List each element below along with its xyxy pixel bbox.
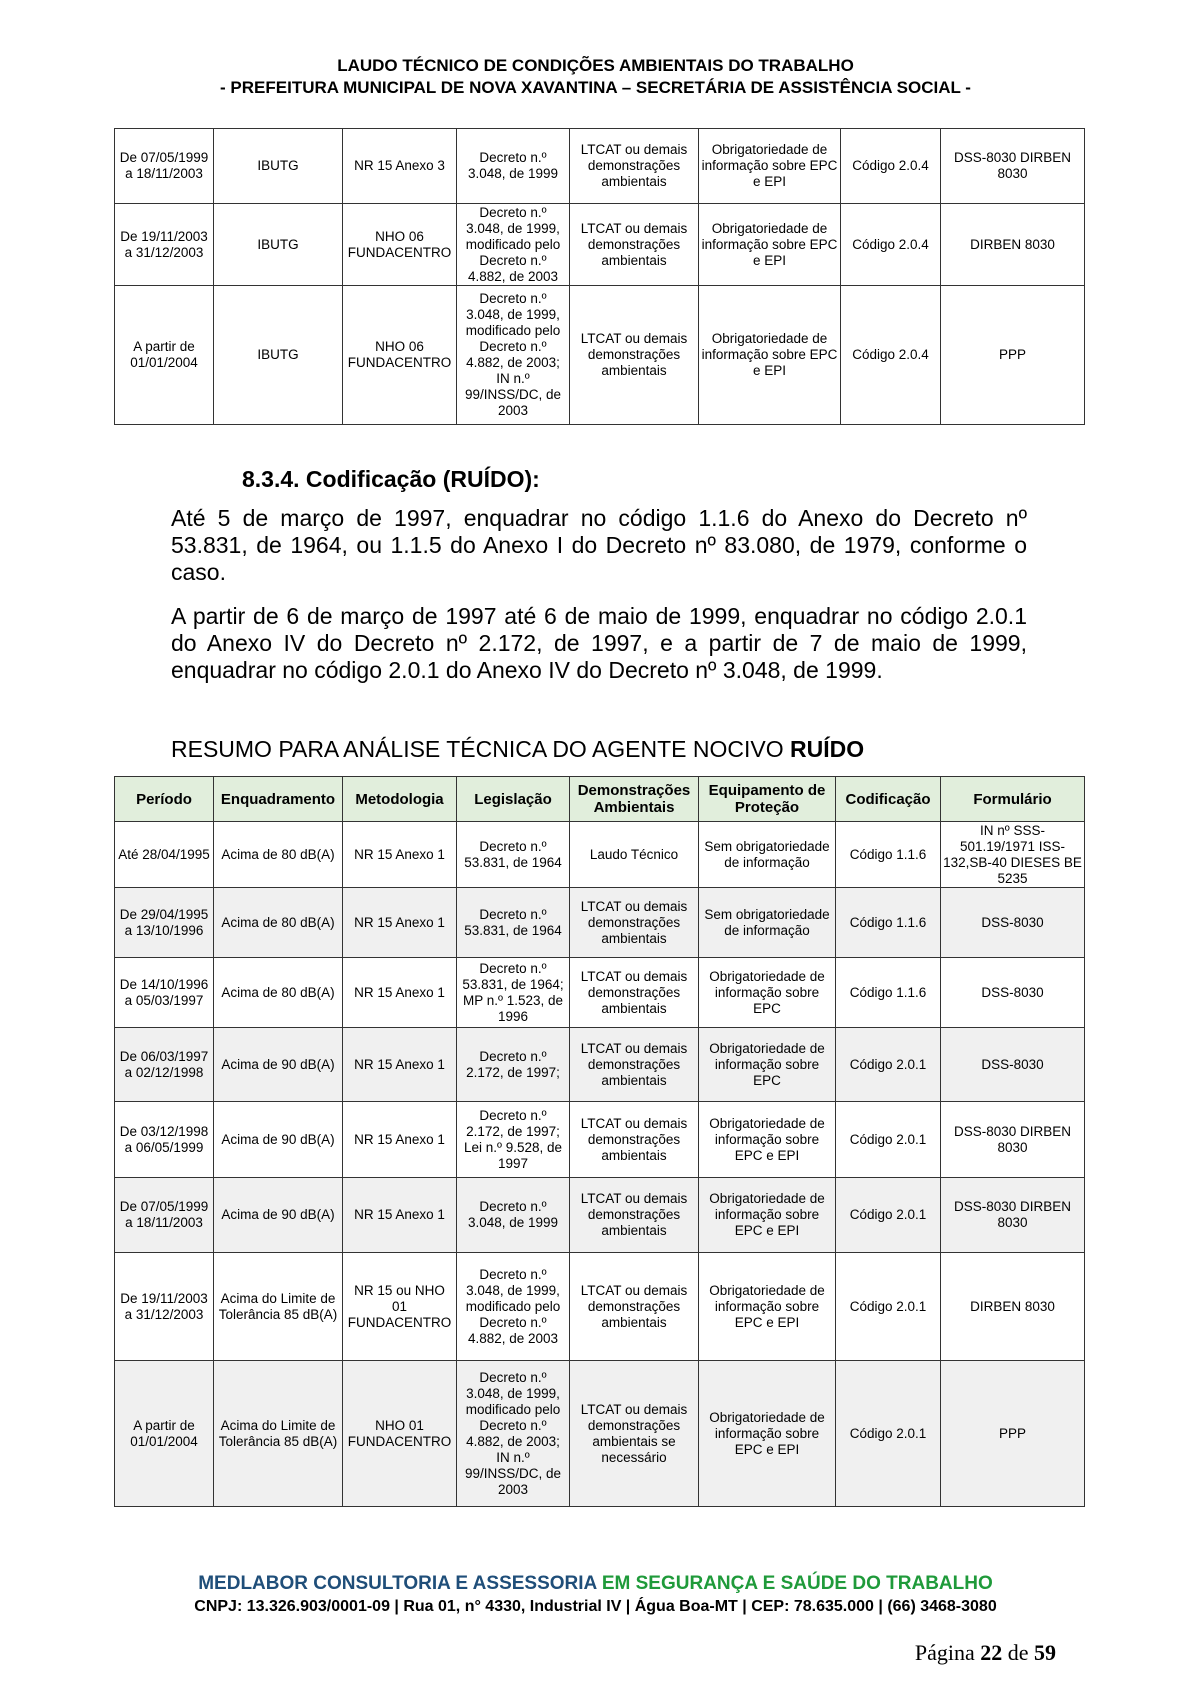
cell-metodologia: NR 15 Anexo 3 (343, 129, 457, 204)
table-row (115, 822, 1085, 888)
cell-legislacao: Decreto n.º 2.172, de 1997; Lei n.º 9.528, de 1997 (457, 1102, 570, 1178)
cell-periodo: De 19/11/2003 a 31/12/2003 (115, 1253, 214, 1361)
cell-equipamento: Obrigatoriedade de informação sobre EPC (699, 1028, 836, 1102)
cell-equipamento: Sem obrigatoriedade de informação (699, 822, 836, 888)
cell-demonstracoes: LTCAT ou demais demonstrações ambientais (570, 1102, 699, 1178)
table-header-row (115, 777, 1085, 822)
cell-codificacao: Código 2.0.1 (836, 1253, 941, 1361)
cell-equipamento: Obrigatoriedade de informação sobre EPC e EPI (699, 286, 841, 425)
section-paragraph-2: A partir de 6 de março de 1997 até 6 de maio de 1999, enquadrar no código 2.0.1 do Anexo IV do Decreto nº 2.172, de 1997, e a partir de 7 de maio de 1999, enquadrar no código 2.0.1 do Anexo IV do Decreto nº 3.048, de 1999. (171, 603, 1027, 683)
cell-periodo: De 29/04/1995 a 13/10/1996 (115, 888, 214, 958)
page-label: Página (914, 1640, 981, 1665)
cell-codificacao: Código 2.0.4 (841, 129, 941, 204)
cell-equipamento: Sem obrigatoriedade de informação (699, 888, 836, 958)
header-line-1: LAUDO TÉCNICO DE CONDIÇÕES AMBIENTAIS DO TRABALHO (337, 56, 854, 75)
header-enquadramento: Enquadramento (214, 777, 343, 822)
cell-formulario: PPP (941, 1361, 1085, 1507)
cell-equipamento: Obrigatoriedade de informação sobre EPC e EPI (699, 1102, 836, 1178)
cell-formulario: DSS-8030 (941, 888, 1085, 958)
cell-enquadramento: IBUTG (214, 286, 343, 425)
cell-metodologia: NR 15 Anexo 1 (343, 1102, 457, 1178)
cell-enquadramento: Acima de 80 dB(A) (214, 958, 343, 1028)
cell-metodologia: NHO 06 FUNDACENTRO (343, 204, 457, 286)
cell-codificacao: Código 2.0.1 (836, 1178, 941, 1253)
cell-metodologia: NR 15 Anexo 1 (343, 1178, 457, 1253)
cell-demonstracoes: LTCAT ou demais demonstrações ambientais se necessário (570, 1361, 699, 1507)
cell-demonstracoes: LTCAT ou demais demonstrações ambientais (570, 286, 699, 425)
cell-demonstracoes: LTCAT ou demais demonstrações ambientais (570, 1178, 699, 1253)
header-equipamento: Equipamento de Proteção (699, 777, 836, 822)
table-row (115, 1102, 1085, 1178)
cell-metodologia: NR 15 Anexo 1 (343, 958, 457, 1028)
footer-company-green: EM SEGURANÇA E SAÚDE DO TRABALHO (601, 1573, 993, 1594)
cell-enquadramento: IBUTG (214, 204, 343, 286)
cell-legislacao: Decreto n.º 3.048, de 1999 (457, 129, 570, 204)
cell-enquadramento: Acima do Limite de Tolerância 85 dB(A) (214, 1253, 343, 1361)
cell-formulario: DSS-8030 DIRBEN 8030 (941, 1178, 1085, 1253)
ruido-table (114, 776, 1085, 1507)
page-number (915, 1640, 1056, 1666)
cell-periodo: De 19/11/2003 a 31/12/2003 (115, 204, 214, 286)
cell-enquadramento: Acima de 80 dB(A) (214, 888, 343, 958)
cell-codificacao: Código 1.1.6 (836, 958, 941, 1028)
section-paragraph-1: Até 5 de março de 1997, enquadrar no código 1.1.6 do Anexo do Decreto nº 53.831, de 1964, ou 1.1.5 do Anexo I do Decreto nº 83.080, de 1979, conforme o caso. (171, 505, 1027, 585)
table-row (115, 1028, 1085, 1102)
header-codificacao: Codificação (836, 777, 941, 822)
cell-codificacao: Código 1.1.6 (836, 888, 941, 958)
cell-metodologia: NR 15 Anexo 1 (343, 888, 457, 958)
cell-periodo: De 07/05/1999 a 18/11/2003 (115, 129, 214, 204)
table-row (115, 286, 1085, 425)
cell-equipamento: Obrigatoriedade de informação sobre EPC e EPI (699, 204, 841, 286)
cell-enquadramento: Acima de 90 dB(A) (214, 1102, 343, 1178)
footer-address: CNPJ: 13.326.903/0001-09 | Rua 01, n° 4330, Industrial IV | Água Boa-MT | CEP: 78.635.000 | (66) 3468-3080 (194, 1598, 997, 1615)
cell-periodo: De 03/12/1998 a 06/05/1999 (115, 1102, 214, 1178)
cell-formulario: DSS-8030 (941, 958, 1085, 1028)
ibutg-table (114, 128, 1085, 425)
cell-formulario: DSS-8030 DIRBEN 8030 (941, 1102, 1085, 1178)
cell-enquadramento: Acima de 80 dB(A) (214, 822, 343, 888)
cell-codificacao: Código 2.0.1 (836, 1361, 941, 1507)
table-row (115, 1178, 1085, 1253)
header-formulario: Formulário (941, 777, 1085, 822)
header-legislacao: Legislação (457, 777, 570, 822)
cell-equipamento: Obrigatoriedade de informação sobre EPC e EPI (699, 1253, 836, 1361)
table-row (115, 958, 1085, 1028)
cell-periodo: A partir de 01/01/2004 (115, 286, 214, 425)
cell-formulario: DIRBEN 8030 (941, 204, 1085, 286)
cell-demonstracoes: LTCAT ou demais demonstrações ambientais (570, 129, 699, 204)
cell-metodologia: NR 15 Anexo 1 (343, 822, 457, 888)
footer-company (0, 1573, 1191, 1595)
cell-enquadramento: IBUTG (214, 129, 343, 204)
cell-demonstracoes: LTCAT ou demais demonstrações ambientais (570, 1028, 699, 1102)
cell-legislacao: Decreto n.º 3.048, de 1999, modificado pelo Decreto n.º 4.882, de 2003; IN n.º 99/INSS/DC, de 2003 (457, 286, 570, 425)
cell-demonstracoes: LTCAT ou demais demonstrações ambientais (570, 204, 699, 286)
cell-enquadramento: Acima de 90 dB(A) (214, 1028, 343, 1102)
cell-legislacao: Decreto n.º 3.048, de 1999, modificado pelo Decreto n.º 4.882, de 2003; IN n.º 99/INSS/DC, de 2003 (457, 1361, 570, 1507)
cell-codificacao: Código 2.0.1 (836, 1028, 941, 1102)
table-row (115, 204, 1085, 286)
cell-periodo: De 06/03/1997 a 02/12/1998 (115, 1028, 214, 1102)
cell-metodologia: NHO 06 FUNDACENTRO (343, 286, 457, 425)
page-of: de (1002, 1640, 1034, 1665)
cell-legislacao: Decreto n.º 3.048, de 1999, modificado pelo Decreto n.º 4.882, de 2003 (457, 1253, 570, 1361)
cell-legislacao: Decreto n.º 3.048, de 1999 (457, 1178, 570, 1253)
cell-equipamento: Obrigatoriedade de informação sobre EPC e EPI (699, 1361, 836, 1507)
cell-legislacao: Decreto n.º 53.831, de 1964 (457, 822, 570, 888)
header-line-2: - PREFEITURA MUNICIPAL DE NOVA XAVANTINA – SECRETÁRIA DE ASSISTÊNCIA SOCIAL - (220, 78, 971, 97)
cell-legislacao: Decreto n.º 3.048, de 1999, modificado pelo Decreto n.º 4.882, de 2003 (457, 204, 570, 286)
cell-metodologia: NHO 01 FUNDACENTRO (343, 1361, 457, 1507)
cell-formulario: IN nº SSS-501.19/1971 ISS-132,SB-40 DIESES BE 5235 (941, 822, 1085, 888)
cell-legislacao: Decreto n.º 53.831, de 1964 (457, 888, 570, 958)
cell-metodologia: NR 15 Anexo 1 (343, 1028, 457, 1102)
cell-periodo: De 07/05/1999 a 18/11/2003 (115, 1178, 214, 1253)
cell-codificacao: Código 2.0.4 (841, 286, 941, 425)
cell-equipamento: Obrigatoriedade de informação sobre EPC e EPI (699, 1178, 836, 1253)
cell-demonstracoes: LTCAT ou demais demonstrações ambientais (570, 888, 699, 958)
header-metodologia: Metodologia (343, 777, 457, 822)
resumo-agent: RUÍDO (790, 736, 865, 762)
header-demonstracoes: Demonstrações Ambientais (570, 777, 699, 822)
table-row (115, 1253, 1085, 1361)
cell-enquadramento: Acima de 90 dB(A) (214, 1178, 343, 1253)
document-header (0, 55, 1191, 99)
cell-codificacao: Código 1.1.6 (836, 822, 941, 888)
table-row (115, 1361, 1085, 1507)
cell-legislacao: Decreto n.º 53.831, de 1964; MP n.º 1.523, de 1996 (457, 958, 570, 1028)
footer-company-blue: MEDLABOR CONSULTORIA E ASSESSORIA (198, 1573, 602, 1594)
cell-formulario: PPP (941, 286, 1085, 425)
cell-periodo: De 14/10/1996 a 05/03/1997 (115, 958, 214, 1028)
header-periodo: Período (115, 777, 214, 822)
cell-periodo: Até 28/04/1995 (115, 822, 214, 888)
resumo-prefix: RESUMO PARA ANÁLISE TÉCNICA DO AGENTE NOCIVO (171, 736, 791, 762)
cell-equipamento: Obrigatoriedade de informação sobre EPC (699, 958, 836, 1028)
cell-legislacao: Decreto n.º 2.172, de 1997; (457, 1028, 570, 1102)
cell-codificacao: Código 2.0.1 (836, 1102, 941, 1178)
cell-formulario: DSS-8030 (941, 1028, 1085, 1102)
cell-metodologia: NR 15 ou NHO 01 FUNDACENTRO (343, 1253, 457, 1361)
table-row (115, 888, 1085, 958)
cell-demonstracoes: LTCAT ou demais demonstrações ambientais (570, 958, 699, 1028)
cell-demonstracoes: Laudo Técnico (570, 822, 699, 888)
cell-formulario: DSS-8030 DIRBEN 8030 (941, 129, 1085, 204)
resumo-title (171, 736, 864, 763)
table-row (115, 129, 1085, 204)
cell-demonstracoes: LTCAT ou demais demonstrações ambientais (570, 1253, 699, 1361)
cell-codificacao: Código 2.0.4 (841, 204, 941, 286)
cell-formulario: DIRBEN 8030 (941, 1253, 1085, 1361)
page-current: 22 (980, 1640, 1003, 1665)
cell-enquadramento: Acima do Limite de Tolerância 85 dB(A) (214, 1361, 343, 1507)
section-heading: 8.3.4. Codificação (RUÍDO): (242, 466, 540, 492)
cell-equipamento: Obrigatoriedade de informação sobre EPC e EPI (699, 129, 841, 204)
cell-periodo: A partir de 01/01/2004 (115, 1361, 214, 1507)
page-total: 59 (1034, 1640, 1056, 1665)
